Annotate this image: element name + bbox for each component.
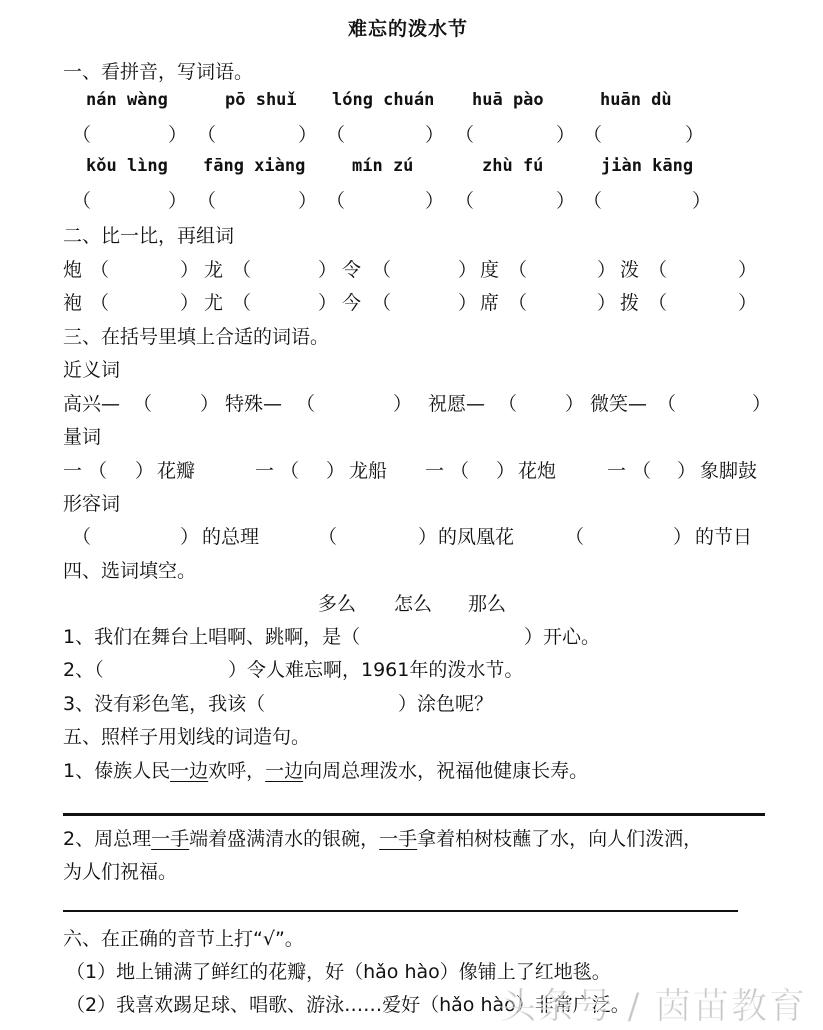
blank-open: （ — [455, 124, 475, 146]
measure-noun: 象脚鼓 — [700, 460, 758, 482]
blank-close: ） — [597, 292, 617, 314]
blank-close: ） — [673, 526, 693, 548]
char: 炮 — [63, 259, 83, 281]
blank-close: ） — [298, 190, 318, 212]
blank-open: （ — [372, 259, 392, 281]
underlined-word: 一边 — [265, 760, 304, 782]
underlined-word: 一手 — [151, 828, 190, 850]
synonym-word: 微笑— — [590, 393, 648, 415]
blank-close: ） — [425, 124, 445, 146]
blank-open: （ — [657, 393, 677, 415]
blank-close: ） — [393, 393, 413, 415]
option-word: 怎么 — [394, 593, 433, 615]
blank-open: （ — [583, 190, 603, 212]
char: 袍 — [63, 292, 83, 314]
watermark: 头条号 / 茵苗教育 — [500, 986, 808, 1027]
pinyin-7: fāng xiàng — [203, 156, 306, 176]
option-word: 那么 — [468, 593, 507, 615]
sentence-part: 1、傣族人民 — [63, 760, 171, 782]
pinyin-9: zhù fú — [482, 156, 544, 176]
blank-close: ） — [168, 124, 188, 146]
blank-close: ） — [752, 393, 772, 415]
blank-open: （ — [296, 393, 316, 415]
blank-close: ） — [135, 460, 155, 482]
char: 尤 — [204, 292, 224, 314]
pinyin-8: mín zú — [352, 156, 414, 176]
blank-close: ） — [692, 190, 712, 212]
blank-close: ） — [418, 526, 438, 548]
answer-line[interactable] — [63, 813, 765, 816]
adjective-noun: 的总理 — [202, 526, 260, 548]
blank-close: ） — [318, 292, 338, 314]
pinyin-choice-2: （2）我喜欢踢足球、唱歌、游泳……爱好（hǎo hào）非常广泛。 — [66, 994, 630, 1016]
blank-open: （ — [90, 292, 110, 314]
pinyin-3: lóng chuán — [332, 90, 435, 110]
blank-open: （ — [648, 259, 668, 281]
sentence-part: 向周总理泼水，祝福他健康长寿。 — [303, 760, 589, 782]
question-text: ）令人难忘啊，1961年的泼水节。 — [228, 659, 524, 681]
blank-close: ） — [738, 292, 758, 314]
pinyin-10: jiàn kāng — [601, 156, 694, 176]
question-text: 1、我们在舞台上唱啊、跳啊，是（ — [63, 626, 361, 648]
blank-open: （ — [450, 460, 470, 482]
blank-open: （ — [508, 292, 528, 314]
measure-label: 量词 — [63, 426, 102, 448]
blank-close: ） — [318, 259, 338, 281]
blank-close: ） — [298, 124, 318, 146]
sentence-part: 欢呼， — [208, 760, 266, 782]
blank-close: ） — [496, 460, 516, 482]
pinyin-6: kǒu lìng — [86, 156, 168, 176]
blank-open: （ — [455, 190, 475, 212]
blank-open: （ — [318, 526, 338, 548]
blank-open: （ — [565, 526, 585, 548]
blank-open: （ — [72, 526, 92, 548]
blank-open: （ — [498, 393, 518, 415]
section-1-heading: 一、看拼音，写词语。 — [63, 61, 254, 83]
sentence-part: 拿着柏树枝蘸了水，向人们泼洒， — [417, 828, 703, 850]
char: 龙 — [204, 259, 224, 281]
blank-close: ） — [556, 190, 576, 212]
section-5-heading: 五、照样子用划线的词造句。 — [63, 726, 311, 748]
underlined-word: 一边 — [170, 760, 209, 782]
blank-open: （ — [508, 259, 528, 281]
blank-close: ） — [326, 460, 346, 482]
answer-line[interactable] — [63, 910, 738, 912]
blank-open: （ — [90, 259, 110, 281]
blank-close: ） — [180, 526, 200, 548]
measure-prefix: 一 — [607, 460, 627, 482]
blank-open: （ — [280, 460, 300, 482]
pinyin-2: pō shuǐ — [225, 90, 297, 110]
question-text: ）开心。 — [524, 626, 601, 648]
sentence-part: 2、周总理 — [63, 828, 152, 850]
blank-close: ） — [738, 259, 758, 281]
adjective-label: 形容词 — [63, 493, 121, 515]
blank-close: ） — [458, 292, 478, 314]
char: 今 — [342, 292, 362, 314]
example-sentence-2 — [63, 824, 702, 851]
synonym-label: 近义词 — [63, 359, 121, 381]
adjective-noun: 的凤凰花 — [438, 526, 515, 548]
blank-open: （ — [583, 124, 603, 146]
measure-noun: 龙船 — [349, 460, 388, 482]
measure-noun: 花瓣 — [157, 460, 196, 482]
synonym-word: 特殊— — [225, 393, 283, 415]
blank-open: （ — [72, 124, 92, 146]
question-text: 2、（ — [63, 659, 104, 681]
char: 席 — [480, 292, 500, 314]
char: 拨 — [620, 292, 640, 314]
synonym-word: 高兴— — [63, 393, 121, 415]
blank-close: ） — [425, 190, 445, 212]
page-title: 难忘的泼水节 — [348, 18, 469, 40]
pinyin-choice-1: （1）地上铺满了鲜红的花瓣，好（hǎo hào）像铺上了红地毯。 — [66, 961, 611, 983]
sentence-part: 端着盛满清水的银碗， — [189, 828, 380, 850]
underlined-word: 一手 — [379, 828, 418, 850]
blank-close: ） — [685, 124, 705, 146]
measure-prefix: 一 — [63, 460, 83, 482]
option-word: 多么 — [318, 593, 357, 615]
blank-open: （ — [88, 460, 108, 482]
blank-close: ） — [168, 190, 188, 212]
example-sentence-1 — [63, 756, 588, 783]
pinyin-5: huān dù — [600, 90, 672, 110]
section-2-heading: 二、比一比，再组词 — [63, 225, 235, 247]
blank-close: ） — [180, 292, 200, 314]
section-4-heading: 四、选词填空。 — [63, 560, 197, 582]
synonym-word: 祝愿— — [428, 393, 486, 415]
blank-close: ） — [200, 393, 220, 415]
measure-prefix: 一 — [255, 460, 275, 482]
blank-close: ） — [180, 259, 200, 281]
measure-prefix: 一 — [425, 460, 445, 482]
blank-open: （ — [133, 393, 153, 415]
blank-open: （ — [372, 292, 392, 314]
char: 令 — [342, 259, 362, 281]
section-3-heading: 三、在括号里填上合适的词语。 — [63, 326, 330, 348]
blank-open: （ — [197, 190, 217, 212]
measure-noun: 花炮 — [518, 460, 557, 482]
example-sentence-2-cont: 为人们祝福。 — [63, 861, 178, 883]
blank-close: ） — [458, 259, 478, 281]
question-text: ）涂色呢？ — [398, 693, 494, 715]
blank-close: ） — [597, 259, 617, 281]
blank-open: （ — [632, 460, 652, 482]
pinyin-1: nán wàng — [86, 90, 168, 110]
char: 度 — [480, 259, 500, 281]
blank-close: ） — [565, 393, 585, 415]
adjective-noun: 的节日 — [695, 526, 753, 548]
question-text: 3、没有彩色笔，我该（ — [63, 693, 266, 715]
blank-open: （ — [326, 124, 346, 146]
blank-close: ） — [556, 124, 576, 146]
blank-open: （ — [648, 292, 668, 314]
blank-open: （ — [197, 124, 217, 146]
section-6-heading: 六、在正确的音节上打“√”。 — [63, 928, 304, 950]
blank-open: （ — [232, 292, 252, 314]
blank-open: （ — [326, 190, 346, 212]
blank-open: （ — [232, 259, 252, 281]
char: 泼 — [620, 259, 640, 281]
pinyin-4: huā pào — [472, 90, 544, 110]
blank-close: ） — [677, 460, 697, 482]
blank-open: （ — [72, 190, 92, 212]
